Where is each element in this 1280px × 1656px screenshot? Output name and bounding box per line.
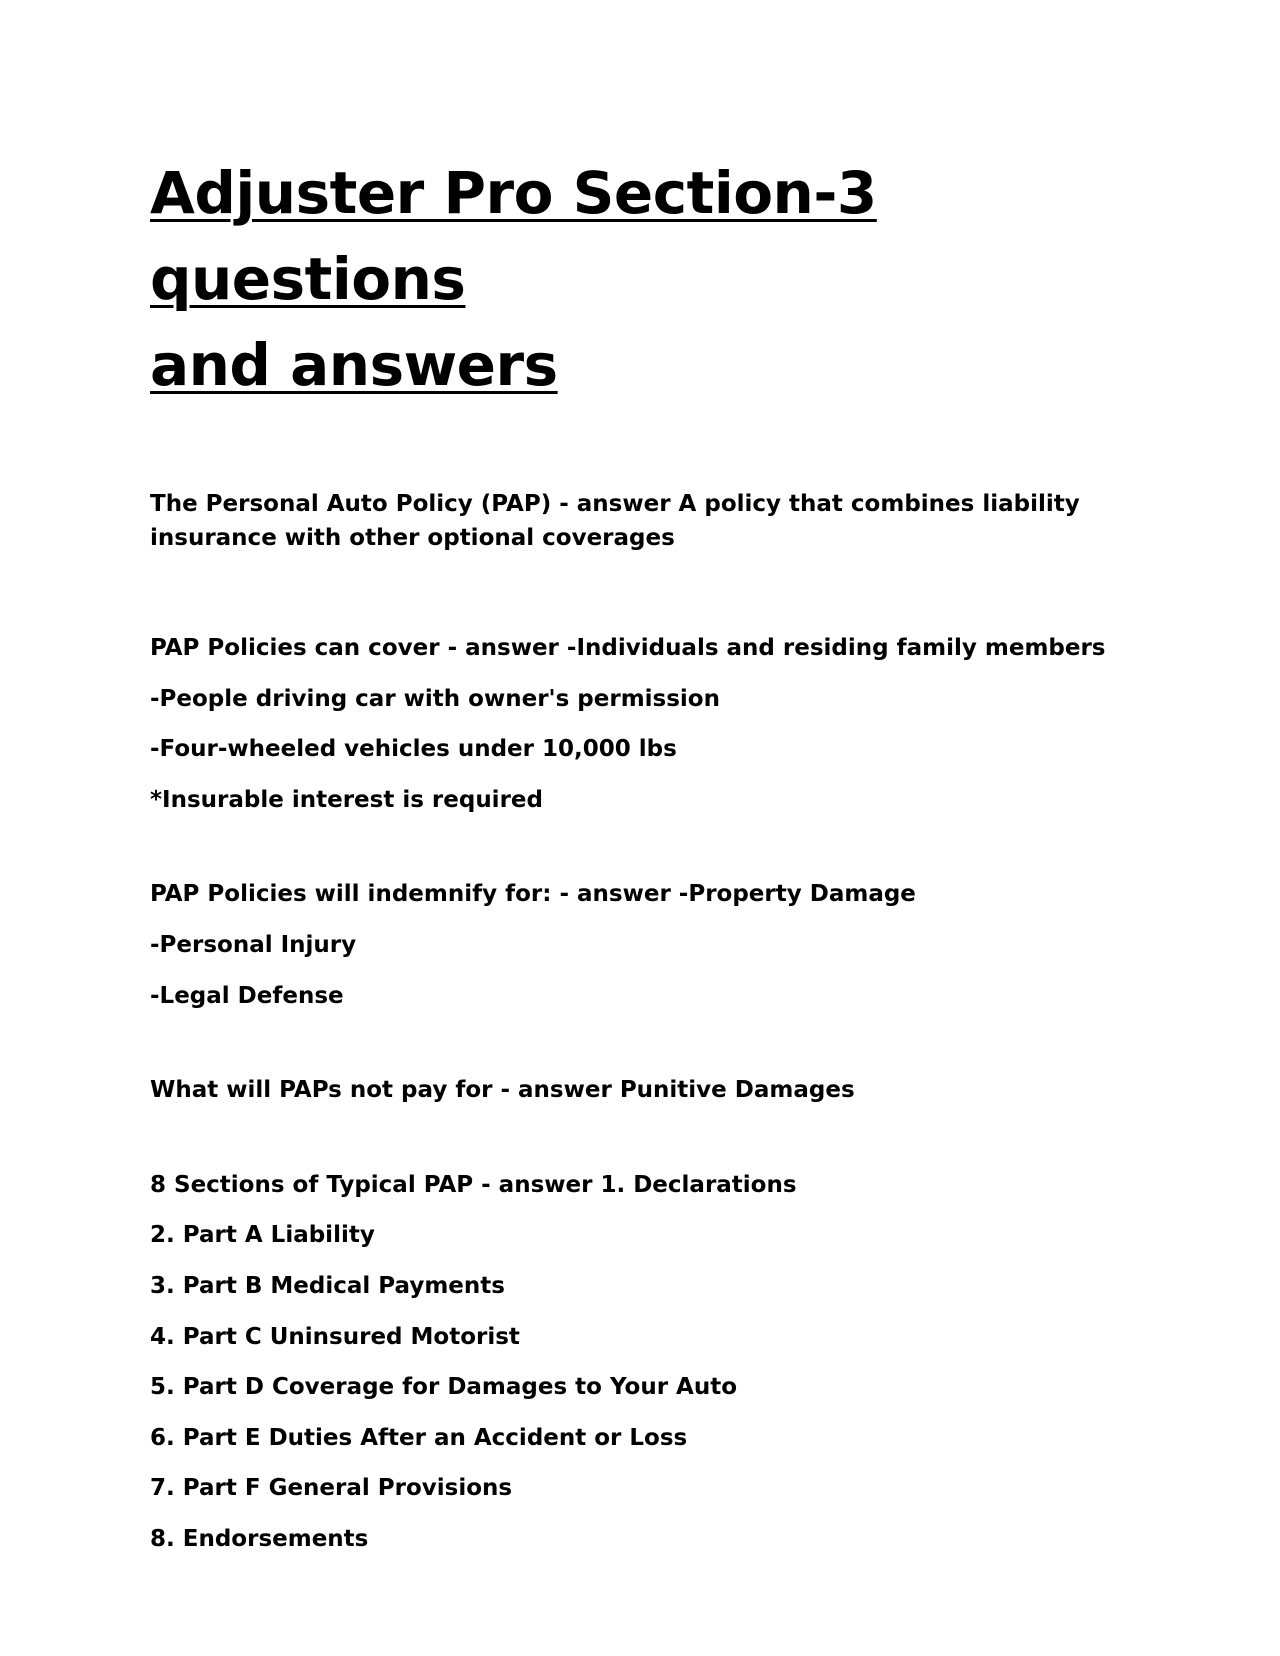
qa-1-text: The Personal Auto Policy (PAP) - answer A policy that combines liability insurance with other optional coverages [150, 491, 1080, 551]
spacer [150, 825, 1130, 869]
qa-5-line-1: 8 Sections of Typical PAP - answer 1. Declarations [150, 1171, 797, 1198]
title-line-1: Adjuster Pro Section-3 questions [150, 159, 877, 313]
qa-5-line-3: 3. Part B Medical Payments [150, 1272, 505, 1299]
qa-5-line-2: 2. Part A Liability [150, 1222, 375, 1249]
spacer [150, 555, 1130, 623]
title-line-2: and answers [150, 331, 558, 399]
qa-5-line-5: 5. Part D Coverage for Damages to Your Auto [150, 1374, 738, 1401]
qa-2-line-1: PAP Policies can cover - answer -Individuals and residing family members [150, 635, 1106, 661]
qa-5-line-6: 6. Part E Duties After an Accident or Loss [150, 1424, 688, 1451]
document-content [150, 150, 1130, 1565]
qa-4-line-1: What will PAPs not pay for - answer Punitive Damages [150, 1077, 855, 1104]
qa-3-line-3: -Legal Defense [150, 982, 344, 1009]
qa-2-line-4: *Insurable interest is required [150, 786, 543, 813]
qa-3-line-2: -Personal Injury [150, 931, 357, 958]
qa-3-line-1: PAP Policies will indemnify for: - answer -Property Damage [150, 881, 916, 908]
spacer [150, 1021, 1130, 1065]
spacer [150, 408, 1130, 487]
document-title [150, 150, 1130, 408]
qa-2-line-2: -People driving car with owner's permission [150, 685, 720, 712]
spacer [150, 1116, 1130, 1160]
qa-5-line-4: 4. Part C Uninsured Motorist [150, 1323, 520, 1350]
qa-5-line-8: 8. Endorsements [150, 1525, 369, 1552]
qa-5-line-7: 7. Part F General Provisions [150, 1475, 513, 1502]
qa-2-line-3: -Four-wheeled vehicles under 10,000 lbs [150, 736, 677, 763]
